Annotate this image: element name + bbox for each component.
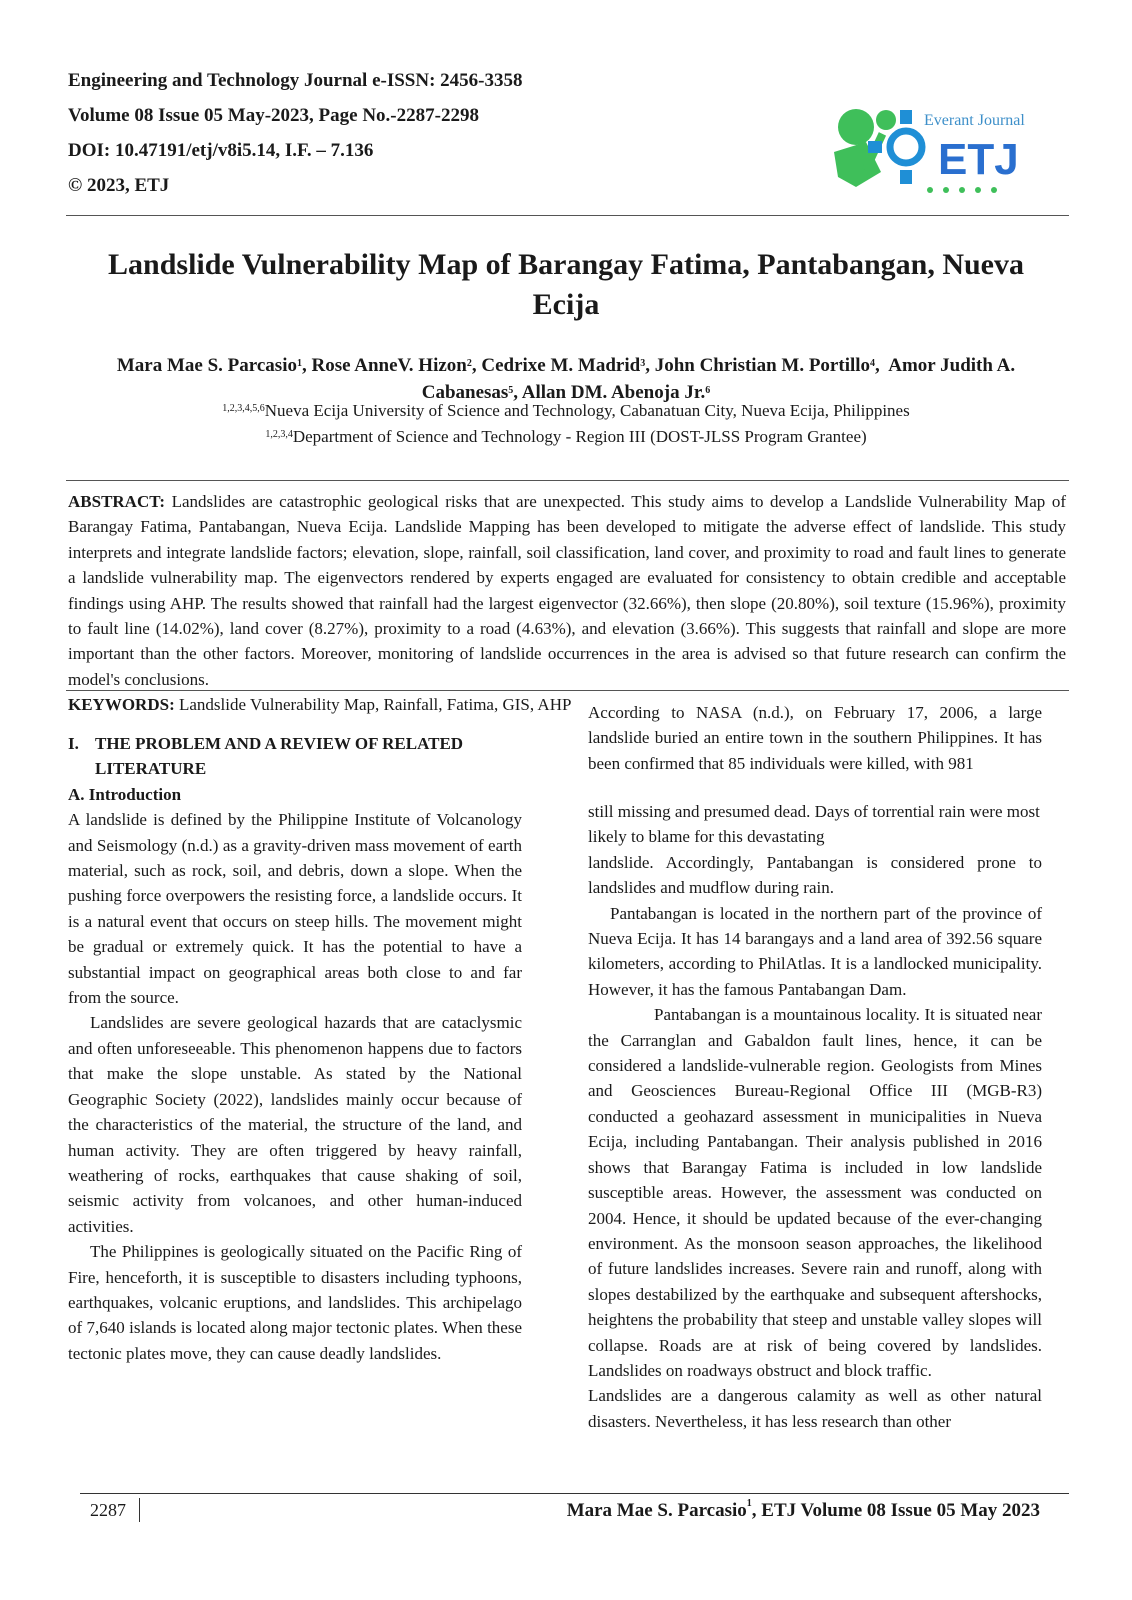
abstract — [68, 489, 1066, 692]
right-paragraph-4: Pantabangan is a mountainous locality. It is situated near the Carranglan and Gabaldon fault lines, hence, it can be considered a landslide-vulnerable region. Geologists from Mines and Geosciences Bureau-Regional Office III (MGB-R3) conducted a geohazard assessment in municipalities in Nueva Ecija, including Pantabangan. Their analysis published in 2016 shows that Barangay Fatima is included in low landslide susceptible areas. However, the assessment was conducted on 2004. Hence, it should be updated because of the ever-changing environment. As the monsoon season approaches, the likelihood of future landslides increases. Severe rain and runoff, along with slopes destabilized by the earthquake and subsequent aftershocks, heightens the probability that steep and unstable valley slopes will collapse. Roads are at risk of being covered by landslides. Landslides on roadways obstruct and block traffic. — [588, 1005, 1042, 1380]
author-5: Amor Judith A. Cabanesas — [421, 355, 1016, 403]
intro-paragraph-1: A landslide is defined by the Philippine Institute of Volcanology and Seismology (n.d.) as a gravity-driven mass movement of earth material, such as rock, soil, and debris, down a slope. When the pushing force overpowers the resisting force, a landslide occurs. It is a natural event that occurs on steep hills. The movement might be gradual or extremely quick. It has the potential to have a substantial impact on geographical areas both close to and far from the source. — [68, 810, 522, 1008]
abstract-top-rule — [66, 480, 1069, 481]
right-column-main — [588, 799, 1042, 1434]
right-paragraph-2a: still missing and presumed dead. Days of torrential rain were most likely to blame for this devastating — [588, 802, 1040, 847]
footer-divider — [80, 1493, 1069, 1494]
author-2-sup: 2 — [466, 358, 472, 369]
author-6: Allan DM. Abenoja Jr. — [521, 382, 706, 403]
right-paragraph-5: Landslides are a dangerous calamity as well as other natural disasters. Nevertheless, it has less research than other — [588, 1386, 1042, 1431]
affiliation-2 — [60, 426, 1072, 448]
section-heading — [68, 731, 522, 782]
author-5-sup: 5 — [508, 385, 514, 396]
page-number: 2287 — [90, 1500, 126, 1520]
intro-paragraph-2: Landslides are severe geological hazards that are cataclysmic and often unforeseeable. This phenomenon happens due to factors that make the slope unstable. As stated by the National Geographic Society (2022), landslides mainly occur because of the characteristics of the material, the structure of the land, and human activity. They are often triggered by heavy rainfall, weathering of rocks, earthquakes that cause shaking of soil, seismic activity from volcanoes, and other human-induced activities. — [68, 1013, 522, 1236]
author-1-sup: 1 — [296, 358, 302, 369]
author-3-sup: 3 — [640, 358, 646, 369]
footer-journal: , ETJ Volume 08 Issue 05 May 2023 — [751, 1500, 1040, 1521]
author-2: Rose AnneV. Hizon — [311, 355, 467, 376]
author-3: Cedrixe M. Madrid — [481, 355, 641, 376]
right-paragraph-1: According to NASA (n.d.), on February 17, 2006, a large landslide buried an entire town in the southern Philippines. It has been confirmed that 85 individuals were killed, with 981 — [588, 703, 1042, 773]
footer-citation — [567, 1500, 1040, 1522]
etj-logo — [826, 92, 1036, 202]
right-paragraph-2b: landslide. Accordingly, Pantabangan is considered prone to landslides and mudflow during rain. — [588, 852, 1042, 898]
intro-paragraph-3: The Philippines is geologically situated on the Pacific Ring of Fire, henceforth, it is susceptible to disasters including typhoons, earthquakes, volcanic eruptions, and landslides. This archipelago of 7,640 islands is located along major tectonic plates. When these tectonic plates move, they can cause deadly landslides. — [68, 1242, 522, 1363]
section-title: THE PROBLEM AND A REVIEW OF RELATED LITERATURE — [95, 734, 464, 779]
affiliation-1-text: Nueva Ecija University of Science and Technology, Cabanatuan City, Nueva Ecija, Philippines — [264, 401, 910, 420]
keywords-label: KEYWORDS: — [68, 695, 175, 714]
author-4-sup: 4 — [870, 358, 876, 369]
abstract-label: ABSTRACT: — [68, 492, 165, 511]
copyright: © 2023, ETJ — [68, 175, 170, 196]
volume-info: Volume 08 Issue 05 May-2023, Page No.-2287-2298 — [68, 105, 479, 126]
logo-text-top: Everant Journal — [924, 112, 1025, 129]
affiliation-2-text: Department of Science and Technology - Region III (DOST-JLSS Program Grantee) — [292, 427, 867, 446]
paper-title: Landslide Vulnerability Map of Barangay Fatima, Pantabangan, Nueva Ecija — [108, 248, 1024, 321]
journal-name: Engineering and Technology Journal e-ISSN: 2456-3358 — [68, 70, 523, 91]
affiliation-1-sup: 1,2,3,4,5,6 — [222, 403, 265, 414]
abstract-text: Landslides are catastrophic geological risks that are unexpected. This study aims to develop a Landslide Vulnerability Map of Barangay Fatima, Pantabangan, Nueva Ecija. Landslide Mapping has been developed to mitigate the adverse effect of landslide. This study interprets and integrate landslide factors; elevation, slope, rainfall, soil classification, land cover, and proximity to road and fault lines to generate a landslide vulnerability map. The eigenvectors rendered by experts engaged are evaluated for consistency to obtain credible and acceptable findings using AHP. The results showed that rainfall had the largest eigenvector (32.66%), then slope (20.80%), soil texture (15.96%), proximity to fault line (14.02%), land cover (8.27%), proximity to a road (4.63%), and elevation (3.66%). This suggests that rainfall and slope are more important than the other factors. Moreover, monitoring of landslide occurrences in the area is advised so that future research can confirm the model's conclusions. — [68, 492, 1066, 689]
author-4: John Christian M. Portillo — [654, 355, 871, 376]
author-6-sup: 6 — [705, 385, 711, 396]
doi-info: DOI: 10.47191/etj/v8i5.14, I.F. – 7.136 — [68, 140, 374, 161]
keywords-text: Landslide Vulnerability Map, Rainfall, Fatima, GIS, AHP — [178, 695, 572, 714]
footer-author-sup: 1 — [746, 1498, 752, 1509]
left-column — [68, 731, 522, 1366]
logo-text-main: ETJ — [938, 135, 1019, 184]
abstract-bottom-rule — [66, 690, 1069, 691]
affiliation-1 — [60, 400, 1072, 422]
header-divider — [66, 215, 1069, 216]
footer-author: Mara Mae S. Parcasio — [566, 1500, 747, 1521]
section-number: I. — [68, 734, 79, 753]
affiliation-2-sup: 1,2,3,4 — [265, 429, 293, 440]
subsection-heading: A. Introduction — [68, 784, 182, 804]
author-list: Mara Mae S. Parcasio$^1$, Rose AnneV. Hizon$^2$, Cedrixe M. Madrid$^3$, John Christian M. Portillo$^4$, Amor Judith A. Cabanesas$^5$, Allan DM. Abenoja Jr.$^6$ — [116, 355, 1016, 403]
right-paragraph-3: Pantabangan is located in the northern part of the province of Nueva Ecija. It has 14 barangays and a land area of 392.56 square kilometers, according to PhilAtlas. It is a landlocked municipality. However, it has the famous Pantabangan Dam. — [588, 903, 1042, 999]
page-number-separator — [139, 1498, 140, 1522]
author-1: Mara Mae S. Parcasio — [116, 355, 297, 376]
right-column-top — [588, 700, 1042, 776]
